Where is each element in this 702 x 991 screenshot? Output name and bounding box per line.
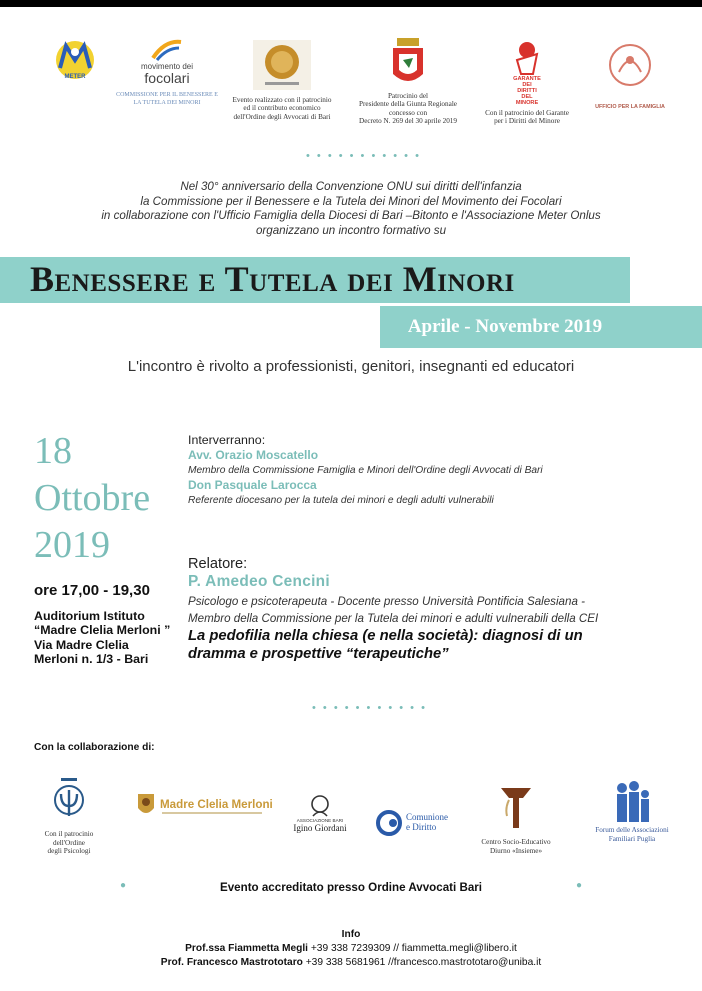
intro-text: [60, 180, 642, 238]
giordani-portrait-icon: [307, 794, 333, 818]
speaker-1-role: Membro della Commissione Famiglia e Minori dell'Ordine degli Avvocati di Bari: [188, 465, 543, 476]
focolari-logo: [108, 38, 226, 108]
event-time: ore 17,00 - 19,30: [34, 582, 150, 599]
ufficio-famiglia-emblem-icon: [607, 42, 653, 88]
info-line-2: [0, 957, 702, 968]
relatore-block: [188, 556, 678, 663]
forum-associazioni-logo: [582, 780, 682, 843]
meter-emblem-icon: [46, 38, 104, 90]
info-contact-2-name: Prof. Francesco Mastrototaro: [160, 957, 303, 968]
presidente-caption-line2: Presidente della Giunta Regionale: [359, 100, 457, 109]
comunione-diritto-icon: [376, 810, 402, 836]
avvocati-caption-line1: Evento realizzato con il patrocinio: [232, 96, 332, 104]
psicologi-caption-line2: dell'Ordine: [52, 838, 86, 847]
event-month: Ottobre: [34, 477, 151, 519]
focolari-caption-line1: COMMISSIONE PER IL BENESSERE E: [116, 92, 218, 98]
garante-caption-line2: per i Diritti del Minore: [494, 117, 560, 126]
avvocati-seal-icon: [253, 40, 311, 90]
clelia-crest-icon: [136, 792, 156, 818]
avvocati-caption-line3: dell'Ordine degli Avvocati di Bari: [233, 112, 331, 121]
info-contact-1-details: +39 338 7239309 // fiammetta.megli@libero.it: [308, 943, 517, 954]
giordani-line1: ASSOCIAZIONE BARI: [296, 818, 344, 823]
presidente-caption-line4: Decreto N. 269 del 30 aprile 2019: [359, 117, 457, 126]
speaker-2-name: Don Pasquale Larocca: [188, 478, 317, 492]
accredit-text: Evento accreditato presso Ordine Avvocati Bari: [219, 881, 483, 894]
forum-caption-line1: Forum delle Associazioni: [595, 826, 669, 834]
info-title: Info: [341, 929, 361, 940]
speaker-1-name: Avv. Orazio Moscatello: [188, 448, 319, 462]
centro-insieme-logo: [474, 786, 558, 855]
comunione-line1: Comunione: [406, 812, 448, 822]
intro-line2: la Commissione per il Benessere e la Tutela dei Minori del Movimento dei Focolari: [140, 194, 562, 208]
venue-line3: Via Madre Clelia: [34, 637, 129, 652]
focolari-caption-line2: LA TUTELA DEI MINORI: [133, 100, 201, 107]
event-venue: [34, 609, 170, 667]
event-year: 2019: [34, 524, 110, 566]
info-contact-2-details: +39 338 5681961 //francesco.mastrototaro@uniba.it: [302, 957, 542, 968]
focolari-logo-line2: focolari: [144, 70, 190, 86]
event-title: Benessere e Tutela dei Minori: [30, 259, 515, 299]
intro-line1: Nel 30° anniversario della Convenzione ONU sui diritti dell'infanzia: [180, 180, 522, 193]
venue-line2: “Madre Clelia Merloni ”: [34, 623, 171, 638]
giordani-line2: Igino Giordani: [293, 823, 347, 833]
relatore-role-line1: Psicologo e psicoterapeuta - Docente presso Università Pontificia Salesiana -: [188, 595, 585, 608]
garante-logo-text: GARANTE DEI DIRITTI DEL MINORE: [513, 76, 541, 106]
centro-caption-line2: Diurno «Insieme»: [489, 846, 543, 855]
collaboration-title: Con la collaborazione di:: [34, 742, 155, 753]
regione-puglia-crest-icon: [391, 38, 425, 90]
madre-clelia-text: Madre Clelia Merloni: [160, 798, 273, 811]
focolari-swoosh-icon: [147, 38, 187, 62]
comunione-line2: e Diritto: [406, 822, 437, 832]
clelia-underline: [162, 812, 262, 814]
focolari-logo-line1: movimento dei: [140, 62, 194, 71]
relatore-name: P. Amedeo Cencini: [188, 573, 330, 590]
accredit-bullet-left: ●: [120, 880, 127, 891]
garante-caption-line1: Con il patrocinio del Garante: [485, 109, 569, 117]
talk-title-line1: La pedofilia nella chiesa (e nella società): diagnosi di un: [188, 628, 583, 644]
relatore-role-line2: Membro della Commissione per la Tutela dei minori e adulti vulnerabili della CEI: [188, 612, 599, 625]
presidente-caption-line3: concesso con: [388, 108, 428, 117]
ufficio-famiglia-logo: [592, 42, 668, 110]
separator-dots-bottom: • • • • • • • • • • •: [312, 702, 427, 714]
tau-cross-icon: [499, 786, 533, 830]
igino-giordani-logo: [286, 794, 354, 833]
info-contact-1-name: Prof.ssa Fiammetta Megli: [185, 943, 308, 954]
garante-figure-icon: [511, 40, 543, 76]
garante-logo: [474, 40, 580, 126]
date-range: Aprile - Novembre 2019: [407, 316, 603, 337]
meter-logo: [46, 38, 104, 90]
audience-text: L'incontro è rivolto a professionisti, genitori, insegnanti ed educatori: [127, 358, 575, 375]
psicologi-caption-line1: Con il patrocinio: [44, 830, 94, 838]
separator-dots-top: • • • • • • • • • • •: [306, 150, 421, 162]
regione-puglia-logo: [342, 38, 474, 126]
ufficio-famiglia-caption: UFFICIO PER LA FAMIGLIA: [595, 104, 665, 110]
forum-caption-line2: Familiari Puglia: [608, 834, 656, 843]
avvocati-logo: [222, 40, 342, 121]
psicologi-caption-line3: degli Psicologi: [47, 847, 91, 856]
speakers-label: Interverranno:: [188, 433, 266, 447]
psicologi-logo: [34, 778, 104, 856]
info-line-1: [0, 943, 702, 954]
centro-caption-line1: Centro Socio-Educativo: [481, 838, 551, 846]
meter-logo-text: METER: [64, 74, 86, 80]
relatore-label: Relatore:: [188, 556, 248, 572]
talk-title-line2: dramma e prospettive “terapeutiche”: [188, 646, 449, 662]
event-day: 18: [34, 430, 72, 472]
intro-line3: in collaborazione con l'Ufficio Famiglia della Diocesi di Bari –Bitonto e l'Associazione Meter Onlus: [101, 209, 601, 223]
intro-line4: organizzano un incontro formativo su: [255, 223, 447, 237]
avvocati-caption-line2: ed il contributo economico: [243, 104, 321, 113]
psi-symbol-icon: [49, 778, 89, 824]
venue-line1: Auditorium Istituto: [34, 609, 145, 623]
speaker-2-role: Referente diocesano per la tutela dei minori e degli adulti vulnerabili: [188, 495, 494, 506]
accredit-bullet-right: ●: [576, 880, 583, 891]
family-group-icon: [612, 780, 652, 824]
top-black-bar: [0, 0, 702, 7]
presidente-caption-line1: Patrocinio del: [387, 92, 429, 100]
venue-line4: Merloni n. 1/3 - Bari: [34, 652, 149, 667]
speakers-block: [188, 433, 678, 506]
